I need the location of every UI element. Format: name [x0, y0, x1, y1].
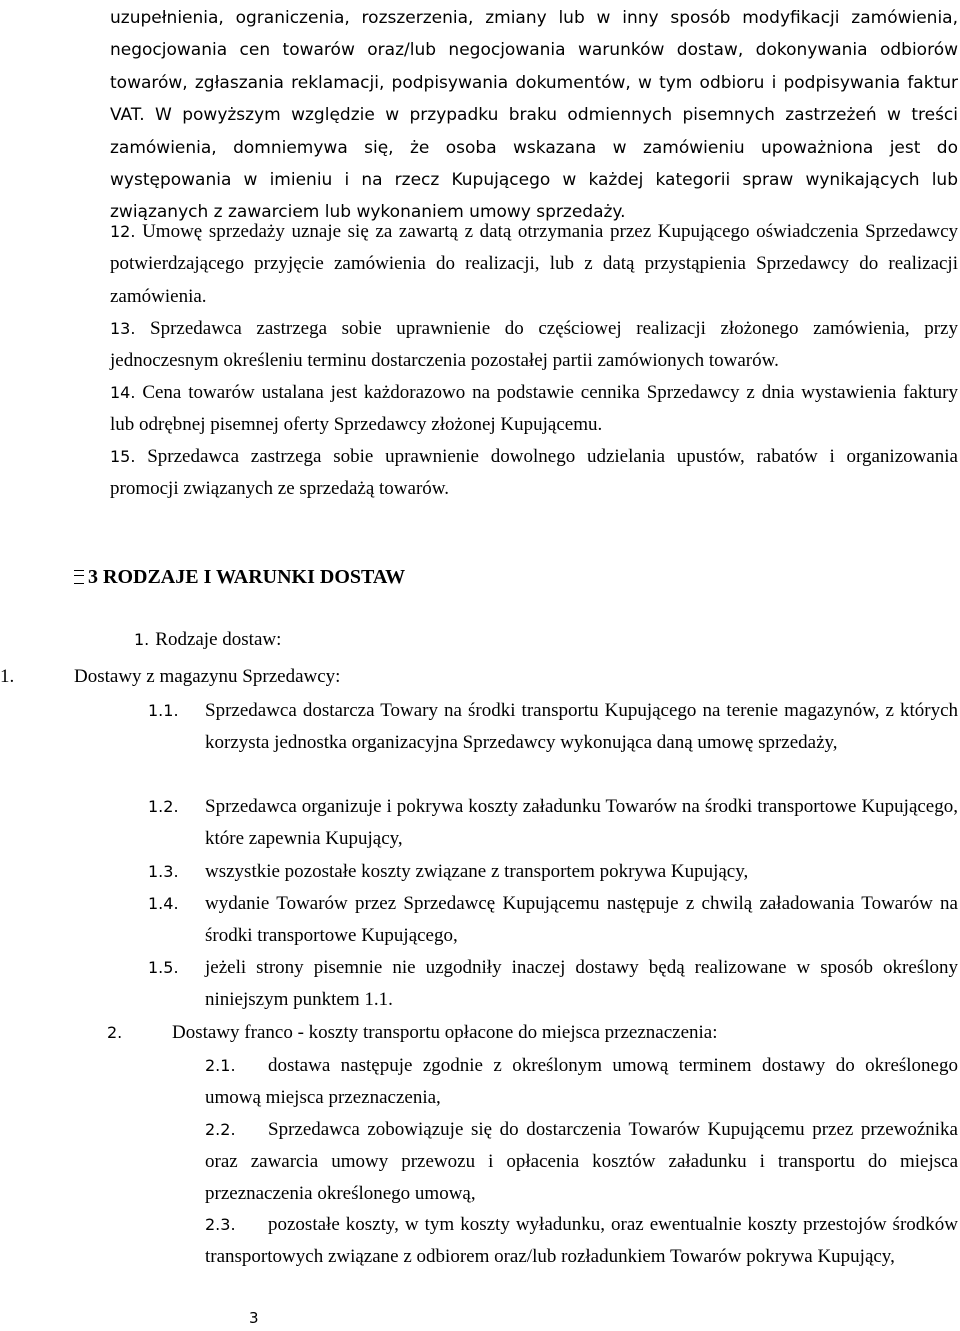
point-15	[110, 441, 958, 506]
page-number: 3	[249, 1309, 259, 1327]
point-text: Sprzedawca zastrzega sobie uprawnienie do częściowej realizacji złożonego zamówienia, przy jednoczesnym określeniu terminu dostarczenia pozostałej partii zamówionych towarów.	[110, 318, 958, 372]
section-heading-text: 3 RODZAJE I WARUNKI DOSTAW	[88, 566, 406, 588]
item-label: 1.3.	[148, 862, 179, 881]
point-number: 14.	[110, 383, 136, 402]
item-text: dostawa następuje zgodnie z określonym umową terminem dostawy do określonego umową miejsca przeznaczenia,	[205, 1055, 958, 1109]
delivery-item-2-3	[205, 1209, 958, 1273]
delivery-item-1-5	[148, 952, 958, 1016]
point-text: Umowę sprzedaży uznaje się za zawartą z datą otrzymania przez Kupującego oświadczenia Sprzedawcy potwierdzającego przyjęcie zamówienia do realizacji, lub z datą przystąpienia Sprzedawcy do realizacji zamówienia.	[110, 221, 958, 307]
delivery-type-1-title	[0, 661, 14, 693]
item-label: 2.3.	[205, 1215, 236, 1234]
delivery-type-1-heading	[74, 661, 340, 693]
item-label: 2.2.	[205, 1120, 236, 1139]
delivery-item-1-4	[148, 888, 958, 952]
heading-bullet-icon	[74, 570, 84, 584]
item-label: 1.2.	[148, 797, 179, 816]
item-label: 1.1.	[148, 701, 179, 720]
intro-text-part1: uzupełnienia, ograniczenia, rozszerzenia, zmiany lub w inny sposób modyfikacji zamówienia, negocjowania cen towarów oraz/lub negocjowania warunków dostaw, dokonywania odbiorów towarów, zgłaszania reklamacji, podpisywania dokumentów, w tym odbioru i podpisywania faktur VAT.	[110, 8, 958, 126]
point-number: 15.	[110, 447, 136, 466]
item-text: wydanie Towarów przez Sprzedawcę Kupującemu następuje z chwilą załadowania Towarów na środki transportowe Kupującego,	[205, 893, 958, 947]
item-text: Sprzedawca organizuje i pokrywa koszty załadunku Towarów na środki transportowe Kupującego, które zapewnia Kupujący,	[205, 796, 958, 850]
item-text: wszystkie pozostałe koszty związane z transportem pokrywa Kupujący,	[205, 861, 749, 882]
intro-paragraph	[110, 2, 958, 229]
delivery-item-1-3	[148, 856, 958, 888]
item-text: pozostałe koszty, w tym koszty wyładunku, oraz ewentualnie koszty przestojów środków transportowych związane z odbiorem oraz/lub rozładunkiem Towarów pokrywa Kupujący,	[205, 1214, 958, 1268]
item-label: 2.1.	[205, 1056, 236, 1075]
delivery-type-2-heading	[172, 1017, 718, 1049]
subsection-title-text: Rodzaje dostaw:	[155, 629, 282, 650]
delivery-type-2-title	[107, 1017, 122, 1049]
point-number: 13.	[110, 319, 136, 338]
item-text: Sprzedawca dostarcza Towary na środki transportu Kupującego na terenie magazynów, z których korzysta jednostka organizacyjna Sprzedawcy wykonująca daną umowę sprzedaży,	[205, 700, 958, 754]
delivery-type-1-title-text: Dostawy z magazynu Sprzedawcy:	[74, 666, 341, 687]
delivery-item-1-1	[148, 695, 958, 759]
item-label: 1.5.	[148, 958, 179, 977]
delivery-type-2-title-text: Dostawy franco - koszty transportu opłacone do miejsca przeznaczenia:	[172, 1022, 718, 1043]
delivery-item-1-2	[148, 791, 958, 855]
section-heading	[74, 566, 405, 589]
point-text: Sprzedawca zastrzega sobie uprawnienie dowolnego udzielania upustów, rabatów i organizowania promocji związanych ze sprzedażą towarów.	[110, 446, 958, 500]
point-14	[110, 377, 958, 442]
subsection-title	[134, 624, 281, 656]
delivery-type-2-number: 2.	[107, 1023, 123, 1042]
point-13	[110, 313, 958, 378]
item-text: Sprzedawca zobowiązuje się do dostarczenia Towarów Kupującemu przez przewoźnika oraz zawarcia umowy przewozu i opłacenia kosztów załadunku i transportu do miejsca przeznaczenia określonego umową,	[205, 1119, 958, 1205]
intro-text-part2: W powyższym względzie w przypadku braku odmiennych pisemnych zastrzeżeń w treści zamówienia, domniemywa się, że osoba wskazana w zamówieniu upoważniona jest do występowania w imieniu i na rzecz Kupującego w każdej kategorii spraw wynikających lub związanych z zawarciem lub wykonaniem umowy sprzedaży.	[110, 105, 958, 223]
delivery-item-2-2	[205, 1114, 958, 1211]
delivery-type-1-number: 1.	[0, 666, 15, 687]
delivery-item-2-1	[205, 1050, 958, 1114]
item-label: 1.4.	[148, 894, 179, 913]
point-text: Cena towarów ustalana jest każdorazowo na podstawie cennika Sprzedawcy z dnia wystawienia faktury lub odrębnej pisemnej oferty Sprzedawcy złożonej Kupującemu.	[110, 382, 958, 436]
point-12	[110, 216, 958, 313]
item-text: jeżeli strony pisemnie nie uzgodniły inaczej dostawy będą realizowane w sposób określony niniejszym punktem 1.1.	[205, 957, 958, 1011]
subsection-number: 1.	[134, 630, 150, 649]
point-number: 12.	[110, 222, 136, 241]
